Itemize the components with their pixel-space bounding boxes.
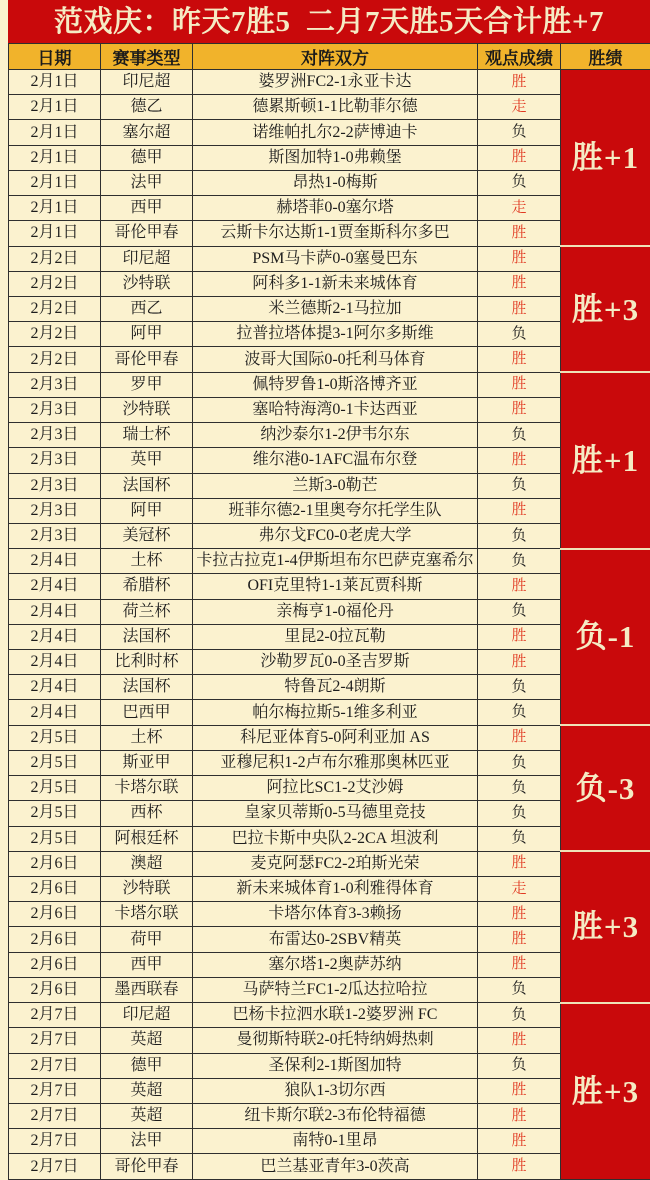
league-cell: 阿根廷杯 bbox=[101, 826, 193, 851]
result-cell: 胜 bbox=[478, 70, 561, 95]
league-cell: 荷兰杯 bbox=[101, 599, 193, 624]
date-cell: 2月7日 bbox=[9, 1154, 101, 1179]
league-cell: 澳超 bbox=[101, 851, 193, 876]
date-cell: 2月7日 bbox=[9, 1003, 101, 1028]
result-cell: 胜 bbox=[478, 725, 561, 750]
league-cell: 德乙 bbox=[101, 95, 193, 120]
result-cell: 胜 bbox=[478, 271, 561, 296]
table-row bbox=[9, 347, 650, 372]
date-cell: 2月5日 bbox=[9, 725, 101, 750]
table-row bbox=[9, 700, 650, 725]
match-cell: 马萨特兰FC1-2瓜达拉哈拉 bbox=[193, 977, 478, 1002]
match-cell: 圣保利2-1斯图加特 bbox=[193, 1053, 478, 1078]
league-cell: 比利时杯 bbox=[101, 650, 193, 675]
table-row bbox=[9, 145, 650, 170]
result-cell: 胜 bbox=[478, 1078, 561, 1103]
match-cell: 阿拉比SC1-2艾沙姆 bbox=[193, 776, 478, 801]
match-cell: 塞哈特海湾0-1卡达西亚 bbox=[193, 397, 478, 422]
league-cell: 印尼超 bbox=[101, 1003, 193, 1028]
result-cell: 胜 bbox=[478, 952, 561, 977]
match-cell: 亲梅亨1-0福伦丹 bbox=[193, 599, 478, 624]
date-cell: 2月4日 bbox=[9, 650, 101, 675]
date-cell: 2月2日 bbox=[9, 246, 101, 271]
result-cell: 胜 bbox=[478, 624, 561, 649]
result-cell: 胜 bbox=[478, 1103, 561, 1128]
result-cell: 走 bbox=[478, 196, 561, 221]
date-cell: 2月2日 bbox=[9, 347, 101, 372]
table-row bbox=[9, 574, 650, 599]
table-row bbox=[9, 851, 650, 876]
table-row bbox=[9, 725, 650, 750]
result-cell: 负 bbox=[478, 1053, 561, 1078]
date-cell: 2月4日 bbox=[9, 599, 101, 624]
date-cell: 2月1日 bbox=[9, 145, 101, 170]
result-cell: 胜 bbox=[478, 498, 561, 523]
table-row bbox=[9, 624, 650, 649]
date-cell: 2月4日 bbox=[9, 700, 101, 725]
result-cell: 负 bbox=[478, 120, 561, 145]
league-cell: 阿甲 bbox=[101, 322, 193, 347]
table-row bbox=[9, 221, 650, 246]
match-cell: 曼彻斯特联2-0托特纳姆热刺 bbox=[193, 1028, 478, 1053]
date-cell: 2月3日 bbox=[9, 448, 101, 473]
result-cell: 胜 bbox=[478, 851, 561, 876]
table-row bbox=[9, 650, 650, 675]
match-cell: 斯图加特1-0弗赖堡 bbox=[193, 145, 478, 170]
match-cell: 卡拉古拉克1-4伊斯坦布尔巴萨克塞希尔 bbox=[193, 549, 478, 574]
result-cell: 胜 bbox=[478, 448, 561, 473]
match-cell: 巴兰基亚青年3-0茨高 bbox=[193, 1154, 478, 1179]
league-cell: 希腊杯 bbox=[101, 574, 193, 599]
date-cell: 2月3日 bbox=[9, 473, 101, 498]
result-cell: 走 bbox=[478, 95, 561, 120]
header-cell-match: 对阵双方 bbox=[193, 44, 478, 70]
match-cell: 班菲尔德2-1里奥夸尔托学生队 bbox=[193, 498, 478, 523]
table-row bbox=[9, 498, 650, 523]
result-cell: 负 bbox=[478, 977, 561, 1002]
table-row bbox=[9, 196, 650, 221]
date-cell: 2月3日 bbox=[9, 397, 101, 422]
table-row bbox=[9, 877, 650, 902]
league-cell: 土杯 bbox=[101, 549, 193, 574]
date-cell: 2月1日 bbox=[9, 95, 101, 120]
league-cell: 英超 bbox=[101, 1103, 193, 1128]
table-row bbox=[9, 120, 650, 145]
table-row bbox=[9, 372, 650, 397]
league-cell: 哥伦甲春 bbox=[101, 1154, 193, 1179]
table-row bbox=[9, 1129, 650, 1154]
date-cell: 2月4日 bbox=[9, 574, 101, 599]
table-row bbox=[9, 675, 650, 700]
result-cell: 胜 bbox=[478, 1028, 561, 1053]
table-row bbox=[9, 523, 650, 548]
league-cell: 美冠杯 bbox=[101, 523, 193, 548]
date-cell: 2月3日 bbox=[9, 498, 101, 523]
result-cell: 负 bbox=[478, 599, 561, 624]
date-cell: 2月1日 bbox=[9, 70, 101, 95]
match-cell: 狼队1-3切尔西 bbox=[193, 1078, 478, 1103]
date-cell: 2月5日 bbox=[9, 826, 101, 851]
date-cell: 2月7日 bbox=[9, 1053, 101, 1078]
streak-summary-cell: 胜+1 bbox=[561, 70, 650, 247]
match-cell: 弗尔戈FC0-0老虎大学 bbox=[193, 523, 478, 548]
result-cell: 胜 bbox=[478, 246, 561, 271]
match-cell: 诺维帕扎尔2-2萨博迪卡 bbox=[193, 120, 478, 145]
league-cell: 沙特联 bbox=[101, 397, 193, 422]
match-cell: 兰斯3-0勒芒 bbox=[193, 473, 478, 498]
result-cell: 胜 bbox=[478, 574, 561, 599]
date-cell: 2月4日 bbox=[9, 549, 101, 574]
match-cell: 婆罗洲FC2-1永亚卡达 bbox=[193, 70, 478, 95]
results-tbody bbox=[9, 70, 650, 1180]
league-cell: 西甲 bbox=[101, 952, 193, 977]
match-cell: 云斯卡尔达斯1-1贾奎斯科尔多巴 bbox=[193, 221, 478, 246]
league-cell: 沙特联 bbox=[101, 271, 193, 296]
table-row bbox=[9, 977, 650, 1002]
streak-summary-cell: 胜+3 bbox=[561, 1003, 650, 1180]
result-cell: 负 bbox=[478, 473, 561, 498]
league-cell: 卡塔尔联 bbox=[101, 902, 193, 927]
match-cell: 维尔港0-1AFC温布尔登 bbox=[193, 448, 478, 473]
date-cell: 2月1日 bbox=[9, 120, 101, 145]
date-cell: 2月6日 bbox=[9, 851, 101, 876]
match-cell: 亚穆尼积1-2卢布尔雅那奥林匹亚 bbox=[193, 750, 478, 775]
date-cell: 2月5日 bbox=[9, 801, 101, 826]
table-row bbox=[9, 549, 650, 574]
match-cell: 布雷达0-2SBV精英 bbox=[193, 927, 478, 952]
table-row bbox=[9, 902, 650, 927]
date-cell: 2月7日 bbox=[9, 1078, 101, 1103]
match-cell: 里昆2-0拉瓦勒 bbox=[193, 624, 478, 649]
date-cell: 2月1日 bbox=[9, 170, 101, 195]
date-cell: 2月6日 bbox=[9, 977, 101, 1002]
table-row bbox=[9, 246, 650, 271]
league-cell: 罗甲 bbox=[101, 372, 193, 397]
league-cell: 瑞士杯 bbox=[101, 423, 193, 448]
date-cell: 2月3日 bbox=[9, 523, 101, 548]
date-cell: 2月6日 bbox=[9, 927, 101, 952]
table-row bbox=[9, 423, 650, 448]
table-row bbox=[9, 952, 650, 977]
match-cell: 佩特罗鲁1-0斯洛博齐亚 bbox=[193, 372, 478, 397]
date-cell: 2月7日 bbox=[9, 1028, 101, 1053]
header-cell-league: 赛事类型 bbox=[101, 44, 193, 70]
result-cell: 负 bbox=[478, 1003, 561, 1028]
date-cell: 2月5日 bbox=[9, 750, 101, 775]
header-cell-date: 日期 bbox=[9, 44, 101, 70]
table-row bbox=[9, 397, 650, 422]
match-cell: 纽卡斯尔联2-3布伦特福德 bbox=[193, 1103, 478, 1128]
table-row bbox=[9, 1078, 650, 1103]
match-cell: 特鲁瓦2-4朗斯 bbox=[193, 675, 478, 700]
result-cell: 胜 bbox=[478, 927, 561, 952]
result-cell: 负 bbox=[478, 675, 561, 700]
date-cell: 2月5日 bbox=[9, 776, 101, 801]
league-cell: 德甲 bbox=[101, 145, 193, 170]
table-row bbox=[9, 1053, 650, 1078]
streak-summary-cell: 胜+1 bbox=[561, 372, 650, 549]
table-row bbox=[9, 1003, 650, 1028]
date-cell: 2月3日 bbox=[9, 423, 101, 448]
result-cell: 负 bbox=[478, 776, 561, 801]
result-cell: 胜 bbox=[478, 145, 561, 170]
match-cell: 德累斯顿1-1比勒菲尔德 bbox=[193, 95, 478, 120]
result-cell: 走 bbox=[478, 877, 561, 902]
result-cell: 负 bbox=[478, 523, 561, 548]
league-cell: 法国杯 bbox=[101, 624, 193, 649]
table-row bbox=[9, 296, 650, 321]
date-cell: 2月4日 bbox=[9, 675, 101, 700]
league-cell: 英甲 bbox=[101, 448, 193, 473]
match-cell: 拉普拉塔体提3-1阿尔多斯维 bbox=[193, 322, 478, 347]
result-cell: 胜 bbox=[478, 1154, 561, 1179]
table-row bbox=[9, 1154, 650, 1179]
result-cell: 胜 bbox=[478, 902, 561, 927]
streak-summary-cell: 胜+3 bbox=[561, 851, 650, 1002]
match-cell: 麦克阿瑟FC2-2珀斯光荣 bbox=[193, 851, 478, 876]
result-cell: 胜 bbox=[478, 650, 561, 675]
table-row bbox=[9, 801, 650, 826]
league-cell: 荷甲 bbox=[101, 927, 193, 952]
date-cell: 2月6日 bbox=[9, 952, 101, 977]
match-cell: 米兰德斯2-1马拉加 bbox=[193, 296, 478, 321]
result-cell: 负 bbox=[478, 322, 561, 347]
match-cell: OFI克里特1-1莱瓦贾科斯 bbox=[193, 574, 478, 599]
result-cell: 负 bbox=[478, 700, 561, 725]
league-cell: 哥伦甲春 bbox=[101, 347, 193, 372]
table-row bbox=[9, 1028, 650, 1053]
league-cell: 印尼超 bbox=[101, 70, 193, 95]
match-cell: 南特0-1里昂 bbox=[193, 1129, 478, 1154]
league-cell: 英超 bbox=[101, 1028, 193, 1053]
match-cell: 沙勒罗瓦0-0圣吉罗斯 bbox=[193, 650, 478, 675]
table-row bbox=[9, 271, 650, 296]
date-cell: 2月6日 bbox=[9, 877, 101, 902]
league-cell: 法国杯 bbox=[101, 675, 193, 700]
match-cell: 帕尔梅拉斯5-1维多利亚 bbox=[193, 700, 478, 725]
result-cell: 负 bbox=[478, 423, 561, 448]
match-cell: 赫塔菲0-0塞尔塔 bbox=[193, 196, 478, 221]
date-cell: 2月6日 bbox=[9, 902, 101, 927]
date-cell: 2月1日 bbox=[9, 221, 101, 246]
match-cell: 卡塔尔体育3-3赖扬 bbox=[193, 902, 478, 927]
league-cell: 土杯 bbox=[101, 725, 193, 750]
header-row bbox=[9, 44, 650, 70]
league-cell: 塞尔超 bbox=[101, 120, 193, 145]
match-cell: 新未来城体育1-0利雅得体育 bbox=[193, 877, 478, 902]
result-cell: 负 bbox=[478, 826, 561, 851]
result-cell: 负 bbox=[478, 750, 561, 775]
result-cell: 胜 bbox=[478, 1129, 561, 1154]
league-cell: 斯亚甲 bbox=[101, 750, 193, 775]
table-row bbox=[9, 776, 650, 801]
header-cell-streak: 胜绩 bbox=[561, 44, 650, 70]
match-cell: 昂热1-0梅斯 bbox=[193, 170, 478, 195]
league-cell: 阿甲 bbox=[101, 498, 193, 523]
table-row bbox=[9, 826, 650, 851]
league-cell: 卡塔尔联 bbox=[101, 776, 193, 801]
table-row bbox=[9, 473, 650, 498]
streak-summary-cell: 负-3 bbox=[561, 725, 650, 851]
date-cell: 2月7日 bbox=[9, 1129, 101, 1154]
match-cell: 科尼亚体育5-0阿利亚加 AS bbox=[193, 725, 478, 750]
league-cell: 墨西联春 bbox=[101, 977, 193, 1002]
league-cell: 法国杯 bbox=[101, 473, 193, 498]
match-cell: 阿科多1-1新未来城体育 bbox=[193, 271, 478, 296]
table-row bbox=[9, 599, 650, 624]
table-row bbox=[9, 70, 650, 95]
league-cell: 西乙 bbox=[101, 296, 193, 321]
table-row bbox=[9, 322, 650, 347]
result-cell: 胜 bbox=[478, 221, 561, 246]
match-cell: 塞尔塔1-2奥萨苏纳 bbox=[193, 952, 478, 977]
league-cell: 巴西甲 bbox=[101, 700, 193, 725]
result-cell: 负 bbox=[478, 801, 561, 826]
table-row bbox=[9, 95, 650, 120]
streak-summary-cell: 负-1 bbox=[561, 549, 650, 726]
match-cell: 皇家贝蒂斯0-5马德里竞技 bbox=[193, 801, 478, 826]
date-cell: 2月2日 bbox=[9, 271, 101, 296]
date-cell: 2月1日 bbox=[9, 196, 101, 221]
title-banner: 范戏庆：昨天7胜5 二月7天胜5天合计胜+7 bbox=[8, 0, 650, 43]
match-cell: 波哥大国际0-0托利马体育 bbox=[193, 347, 478, 372]
result-cell: 胜 bbox=[478, 372, 561, 397]
match-cell: 巴杨卡拉泗水联1-2婆罗洲 FC bbox=[193, 1003, 478, 1028]
table-row bbox=[9, 448, 650, 473]
league-cell: 沙特联 bbox=[101, 877, 193, 902]
league-cell: 西杯 bbox=[101, 801, 193, 826]
table-row bbox=[9, 1103, 650, 1128]
league-cell: 德甲 bbox=[101, 1053, 193, 1078]
results-table bbox=[8, 43, 650, 1180]
date-cell: 2月7日 bbox=[9, 1103, 101, 1128]
result-cell: 胜 bbox=[478, 397, 561, 422]
header-cell-result: 观点成绩 bbox=[478, 44, 561, 70]
league-cell: 西甲 bbox=[101, 196, 193, 221]
date-cell: 2月4日 bbox=[9, 624, 101, 649]
date-cell: 2月2日 bbox=[9, 322, 101, 347]
league-cell: 英超 bbox=[101, 1078, 193, 1103]
streak-summary-cell: 胜+3 bbox=[561, 246, 650, 372]
table-row bbox=[9, 927, 650, 952]
league-cell: 哥伦甲春 bbox=[101, 221, 193, 246]
match-cell: PSM马卡萨0-0塞曼巴东 bbox=[193, 246, 478, 271]
result-cell: 负 bbox=[478, 549, 561, 574]
result-cell: 负 bbox=[478, 170, 561, 195]
date-cell: 2月2日 bbox=[9, 296, 101, 321]
date-cell: 2月3日 bbox=[9, 372, 101, 397]
match-cell: 纳沙泰尔1-2伊韦尔东 bbox=[193, 423, 478, 448]
league-cell: 印尼超 bbox=[101, 246, 193, 271]
table-row bbox=[9, 170, 650, 195]
league-cell: 法甲 bbox=[101, 1129, 193, 1154]
result-cell: 胜 bbox=[478, 296, 561, 321]
result-cell: 胜 bbox=[478, 347, 561, 372]
league-cell: 法甲 bbox=[101, 170, 193, 195]
table-row bbox=[9, 750, 650, 775]
match-cell: 巴拉卡斯中央队2-2CA 坦波利 bbox=[193, 826, 478, 851]
